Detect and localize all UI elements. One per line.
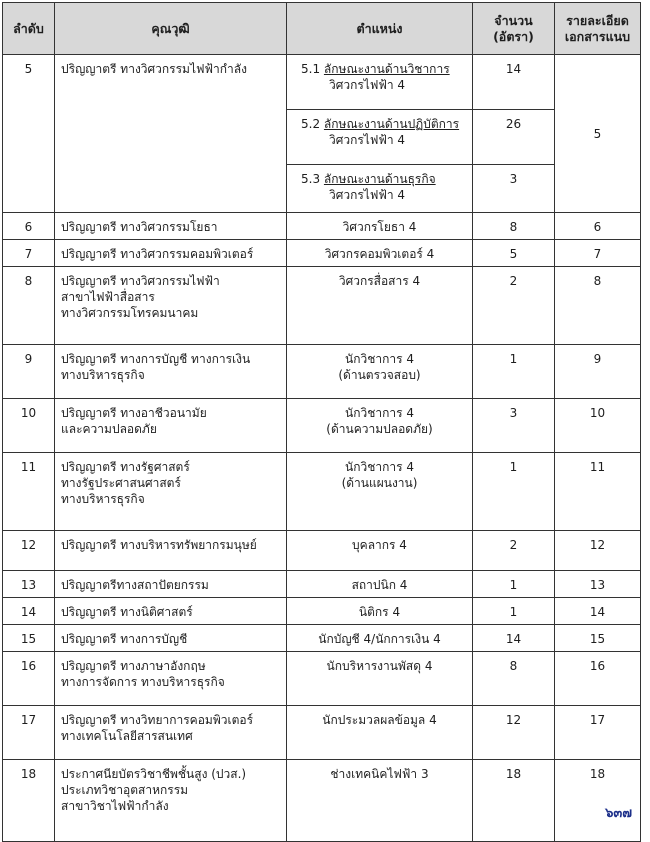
row-no: 16	[3, 652, 55, 706]
row-position	[287, 598, 473, 625]
row-count: 12	[473, 706, 555, 760]
table-row	[3, 625, 641, 652]
row-no: 14	[3, 598, 55, 625]
row-no: 8	[3, 267, 55, 345]
sub-title: ลักษณะงานด้านวิชาการ	[323, 62, 450, 76]
row-no: 9	[3, 345, 55, 399]
qualification-line: ปริญญาตรีทางสถาปัตยกรรม	[61, 578, 209, 592]
qualification-line: ปริญญาตรี ทางวิศวกรรมไฟฟ้า	[61, 274, 220, 288]
row-count: 1	[473, 345, 555, 399]
row-no: 11	[3, 453, 55, 531]
table-row	[3, 399, 641, 453]
row-qualification	[55, 213, 287, 240]
row-doc: 15	[555, 625, 641, 652]
sub-title: ลักษณะงานด้านธุรกิจ	[323, 172, 436, 186]
sub-role: วิศวกรไฟฟ้า 4	[329, 78, 406, 92]
header-no: ลำดับ	[3, 3, 55, 55]
row-no: 7	[3, 240, 55, 267]
qualification-line: สาขาวิชาไฟฟ้ากำลัง	[61, 799, 169, 813]
row-qualification	[55, 760, 287, 842]
qualification-line: ปริญญาตรี ทางการบัญชี	[61, 632, 188, 646]
position-line: นักวิชาการ 4	[345, 406, 414, 420]
row-qualification	[55, 399, 287, 453]
position-line: นักบริหารงานพัสดุ 4	[326, 659, 433, 673]
qualification-line: สาขาไฟฟ้าสื่อสาร	[61, 290, 155, 304]
qualification-line: ปริญญาตรี ทางวิศวกรรมคอมพิวเตอร์	[61, 247, 254, 261]
table-row	[3, 345, 641, 399]
row-position	[287, 706, 473, 760]
staffing-table	[2, 2, 641, 842]
sub-prefix: 5.3	[301, 172, 321, 186]
qualification-line: ปริญญาตรี ทางวิศวกรรมไฟฟ้ากำลัง	[61, 62, 247, 76]
row-position	[287, 571, 473, 598]
header-row	[3, 3, 641, 55]
position-line: วิศวกรสื่อสาร 4	[338, 274, 421, 288]
row-position	[287, 453, 473, 531]
sub-prefix: 5.2	[301, 117, 321, 131]
row-no: 18	[3, 760, 55, 842]
header-count-line2: (อัตรา)	[493, 28, 534, 44]
qualification-line: ทางวิศวกรรมโทรคมนาคม	[61, 306, 199, 320]
qualification-line: และความปลอดภัย	[61, 422, 157, 436]
row-no: 12	[3, 531, 55, 571]
row-doc: 13	[555, 571, 641, 598]
sub-prefix: 5.1	[301, 62, 321, 76]
row-count: 14	[473, 55, 555, 110]
row-position	[287, 165, 473, 213]
row-count: 2	[473, 531, 555, 571]
position-line: (ด้านความปลอดภัย)	[326, 422, 433, 436]
row-doc: 14	[555, 598, 641, 625]
row-qualification	[55, 706, 287, 760]
sub-position-title	[301, 171, 472, 187]
header-position: ตำแหน่ง	[287, 3, 473, 55]
row-position	[287, 267, 473, 345]
header-docs-line1: รายละเอียด	[566, 12, 629, 28]
row-doc: 9	[555, 345, 641, 399]
qualification-line: ทางเทคโนโลยีสารสนเทศ	[61, 729, 193, 743]
row-qualification	[55, 55, 287, 213]
position-line: นักบัญชี 4/นักการเงิน 4	[318, 632, 441, 646]
row-doc: 16	[555, 652, 641, 706]
row-doc: 8	[555, 267, 641, 345]
row-position	[287, 213, 473, 240]
row-no: 17	[3, 706, 55, 760]
row-no: 10	[3, 399, 55, 453]
qualification-line: ปริญญาตรี ทางภาษาอังกฤษ	[61, 659, 206, 673]
row-position	[287, 110, 473, 165]
position-line: นักวิชาการ 4	[345, 352, 414, 366]
row-qualification	[55, 625, 287, 652]
table-row	[3, 453, 641, 531]
row-position	[287, 652, 473, 706]
position-line: ช่างเทคนิคไฟฟ้า 3	[330, 767, 429, 781]
table-row	[3, 571, 641, 598]
row-position	[287, 625, 473, 652]
qualification-line: ทางบริหารธุรกิจ	[61, 368, 145, 382]
row-count: 1	[473, 571, 555, 598]
position-line: นักประมวลผลข้อมูล 4	[322, 713, 437, 727]
sub-position-title	[301, 61, 472, 77]
table-row	[3, 531, 641, 571]
row-count: 1	[473, 453, 555, 531]
row-count: 26	[473, 110, 555, 165]
table-row	[3, 760, 641, 842]
position-line: นิติกร 4	[358, 605, 401, 619]
row-qualification	[55, 571, 287, 598]
row-position	[287, 531, 473, 571]
sub-position-title	[301, 116, 472, 132]
row-count: 8	[473, 652, 555, 706]
row-doc: 5	[555, 55, 641, 213]
row-qualification	[55, 531, 287, 571]
qualification-line: ประกาศนียบัตรวิชาชีพชั้นสูง (ปวส.)	[61, 767, 247, 781]
row-doc: 10	[555, 399, 641, 453]
qualification-line: ปริญญาตรี ทางวิศวกรรมโยธา	[61, 220, 218, 234]
qualification-line: ปริญญาตรี ทางอาชีวอนามัย	[61, 406, 207, 420]
row-count: 3	[473, 165, 555, 213]
qualification-line: ปริญญาตรี ทางวิทยาการคอมพิวเตอร์	[61, 713, 254, 727]
header-count-line1: จำนวน	[494, 12, 533, 28]
qualification-line: ปริญญาตรี ทางการบัญชี ทางการเงิน	[61, 352, 251, 366]
sub-role: วิศวกรไฟฟ้า 4	[329, 133, 406, 147]
row-qualification	[55, 652, 287, 706]
position-line: วิศวกรคอมพิวเตอร์ 4	[324, 247, 435, 261]
header-qualification: คุณวุฒิ	[55, 3, 287, 55]
row-count: 3	[473, 399, 555, 453]
row-position	[287, 55, 473, 110]
row-count: 1	[473, 598, 555, 625]
qualification-line: ปริญญาตรี ทางรัฐศาสตร์	[61, 460, 190, 474]
qualification-line: ทางบริหารธุรกิจ	[61, 492, 145, 506]
qualification-line: ทางการจัดการ ทางบริหารธุรกิจ	[61, 675, 225, 689]
row-count: 18	[473, 760, 555, 842]
position-line: วิศวกรโยธา 4	[342, 220, 417, 234]
table-row	[3, 213, 641, 240]
row-qualification	[55, 345, 287, 399]
qualification-line: ทางรัฐประศาสนศาสตร์	[61, 476, 181, 490]
row-count: 2	[473, 267, 555, 345]
position-line: บุคลากร 4	[352, 538, 407, 552]
header-docs-line2: เอกสารแนบ	[564, 28, 631, 44]
row-position	[287, 399, 473, 453]
position-line: นักวิชาการ 4	[345, 460, 414, 474]
sub-role: วิศวกรไฟฟ้า 4	[329, 188, 406, 202]
row-doc: 18	[555, 760, 641, 842]
row-doc: 7	[555, 240, 641, 267]
page-number: ๖๓๗	[605, 806, 632, 821]
table-row	[3, 706, 641, 760]
table-row	[3, 55, 641, 110]
row-doc: 17	[555, 706, 641, 760]
table-row	[3, 267, 641, 345]
row-no: 5	[3, 55, 55, 213]
row-no: 6	[3, 213, 55, 240]
qualification-line: ปริญญาตรี ทางนิติศาสตร์	[61, 605, 193, 619]
row-position	[287, 760, 473, 842]
qualification-line: ประเภทวิชาอุตสาหกรรม	[61, 783, 189, 797]
table-row	[3, 598, 641, 625]
sub-title: ลักษณะงานด้านปฏิบัติการ	[323, 117, 460, 131]
row-no: 15	[3, 625, 55, 652]
row-qualification	[55, 240, 287, 267]
header-docs	[555, 3, 641, 55]
row-doc: 12	[555, 531, 641, 571]
row-qualification	[55, 598, 287, 625]
row-doc: 11	[555, 453, 641, 531]
position-line: สถาปนิก 4	[351, 578, 408, 592]
table-row	[3, 652, 641, 706]
row-qualification	[55, 453, 287, 531]
row-count: 14	[473, 625, 555, 652]
row-count: 8	[473, 213, 555, 240]
position-line: (ด้านแผนงาน)	[341, 476, 418, 490]
row-count: 5	[473, 240, 555, 267]
row-position	[287, 240, 473, 267]
row-position	[287, 345, 473, 399]
qualification-line: ปริญญาตรี ทางบริหารทรัพยากรมนุษย์	[61, 538, 257, 552]
header-count	[473, 3, 555, 55]
row-no: 13	[3, 571, 55, 598]
row-doc: 6	[555, 213, 641, 240]
position-line: (ด้านตรวจสอบ)	[338, 368, 421, 382]
row-qualification	[55, 267, 287, 345]
table-row	[3, 240, 641, 267]
